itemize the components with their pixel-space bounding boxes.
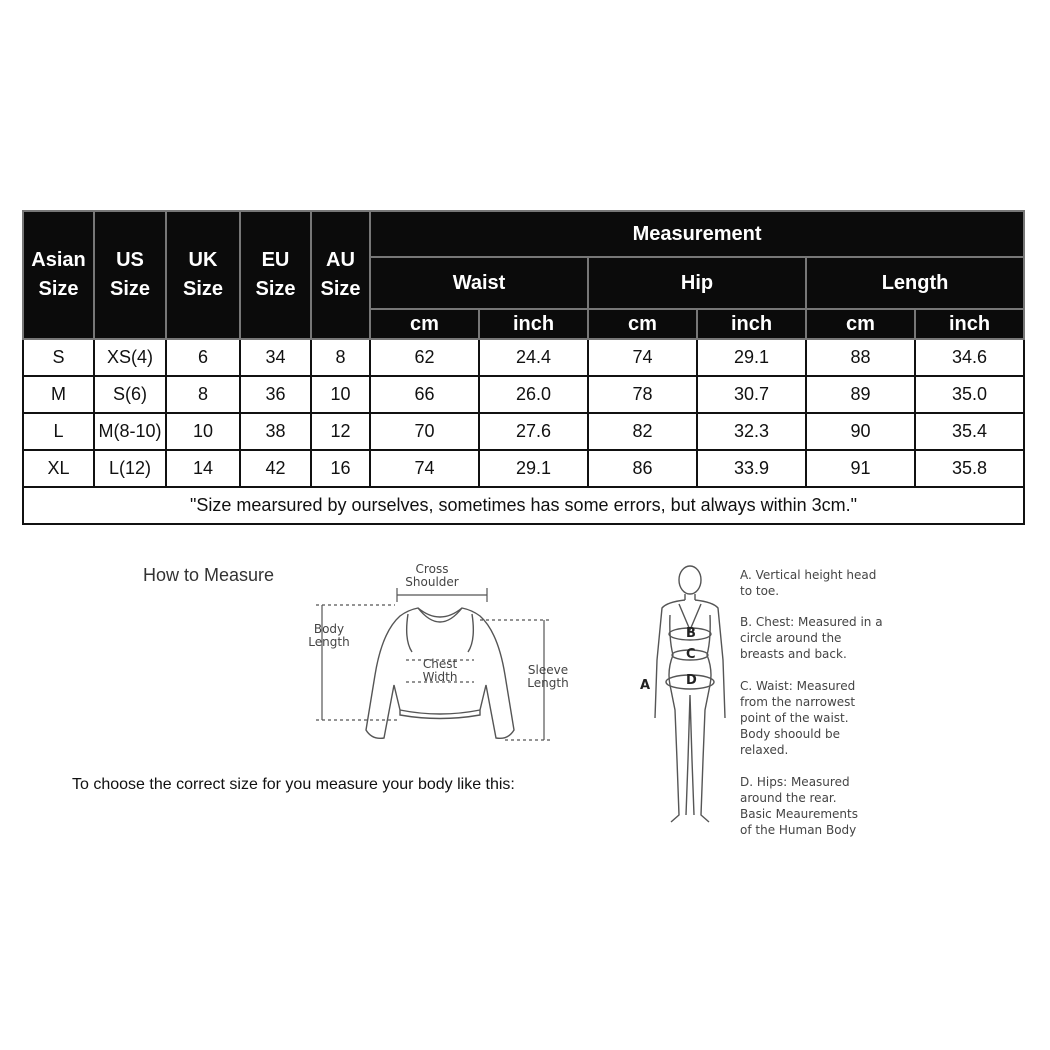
table-cell: 33.9 — [697, 450, 806, 487]
table-cell: 91 — [806, 450, 915, 487]
unit-header: inch — [479, 309, 588, 339]
table-cell: 26.0 — [479, 376, 588, 413]
table-cell: S — [23, 339, 94, 376]
choose-size-instruction: To choose the correct size for you measure your body like this: — [72, 776, 515, 793]
table-cell: M — [23, 376, 94, 413]
table-cell: L(12) — [94, 450, 166, 487]
table-cell: 8 — [311, 339, 370, 376]
table-cell: 29.1 — [697, 339, 806, 376]
table-cell: 32.3 — [697, 413, 806, 450]
size-note: "Size mearsured by ourselves, sometimes has some errors, but always within 3cm." — [23, 487, 1024, 524]
table-cell: 74 — [588, 339, 697, 376]
unit-header: inch — [697, 309, 806, 339]
header-uk-size: UK Size — [166, 211, 240, 339]
chest-width-label: Chest Width — [422, 657, 458, 684]
table-cell: 27.6 — [479, 413, 588, 450]
header-measurement: Measurement — [370, 211, 1024, 257]
table-cell: S(6) — [94, 376, 166, 413]
marker-c: C — [686, 647, 696, 662]
legend-d: D. Hips: Measured around the rear. Basic Meaurements of the Human Body — [740, 775, 858, 837]
marker-b: B — [686, 626, 696, 641]
table-cell: 30.7 — [697, 376, 806, 413]
table-cell: 62 — [370, 339, 479, 376]
table-cell: 16 — [311, 450, 370, 487]
header-au-size: AU Size — [311, 211, 370, 339]
legend-a: A. Vertical height head to toe. — [740, 568, 877, 598]
table-cell: 24.4 — [479, 339, 588, 376]
table-row — [23, 413, 1024, 450]
body-figure — [645, 560, 740, 830]
table-cell: 82 — [588, 413, 697, 450]
body-length-label: Body Length — [308, 622, 350, 649]
cross-shoulder-label: Cross Shoulder — [405, 562, 459, 589]
table-cell: XS(4) — [94, 339, 166, 376]
table-cell: 36 — [240, 376, 311, 413]
unit-header: cm — [588, 309, 697, 339]
size-chart-table — [22, 210, 1025, 525]
table-cell: 35.0 — [915, 376, 1024, 413]
table-cell: 70 — [370, 413, 479, 450]
unit-header: cm — [806, 309, 915, 339]
header-waist: Waist — [370, 257, 588, 309]
table-cell: 35.8 — [915, 450, 1024, 487]
table-cell: L — [23, 413, 94, 450]
header-asian-size: Asian Size — [23, 211, 94, 339]
header-length: Length — [806, 257, 1024, 309]
legend-c: C. Waist: Measured from the narrowest point of the waist. Body shoould be relaxed. — [740, 679, 856, 757]
table-cell: 8 — [166, 376, 240, 413]
sleeve-length-label: Sleeve Length — [527, 663, 569, 690]
table-cell: 42 — [240, 450, 311, 487]
header-us-size: US Size — [94, 211, 166, 339]
table-cell: 12 — [311, 413, 370, 450]
marker-a: A — [640, 678, 651, 693]
note-row — [23, 487, 1024, 524]
table-cell: M(8-10) — [94, 413, 166, 450]
table-cell: XL — [23, 450, 94, 487]
table-cell: 10 — [311, 376, 370, 413]
table-cell: 34 — [240, 339, 311, 376]
table-cell: 86 — [588, 450, 697, 487]
table-cell: 66 — [370, 376, 479, 413]
table-cell: 14 — [166, 450, 240, 487]
table-cell: 38 — [240, 413, 311, 450]
table-row — [23, 339, 1024, 376]
marker-d: D — [686, 673, 697, 688]
how-to-measure-title: How to Measure — [143, 565, 275, 585]
table-row — [23, 450, 1024, 487]
table-row — [23, 376, 1024, 413]
table-cell: 78 — [588, 376, 697, 413]
table-cell: 89 — [806, 376, 915, 413]
header-eu-size: EU Size — [240, 211, 311, 339]
table-cell: 6 — [166, 339, 240, 376]
table-cell: 10 — [166, 413, 240, 450]
table-cell: 34.6 — [915, 339, 1024, 376]
header-hip: Hip — [588, 257, 806, 309]
table-cell: 74 — [370, 450, 479, 487]
legend-b: B. Chest: Measured in a circle around the breasts and back. — [740, 615, 883, 661]
table-cell: 90 — [806, 413, 915, 450]
unit-header: inch — [915, 309, 1024, 339]
unit-header: cm — [370, 309, 479, 339]
table-cell: 35.4 — [915, 413, 1024, 450]
table-cell: 29.1 — [479, 450, 588, 487]
table-cell: 88 — [806, 339, 915, 376]
